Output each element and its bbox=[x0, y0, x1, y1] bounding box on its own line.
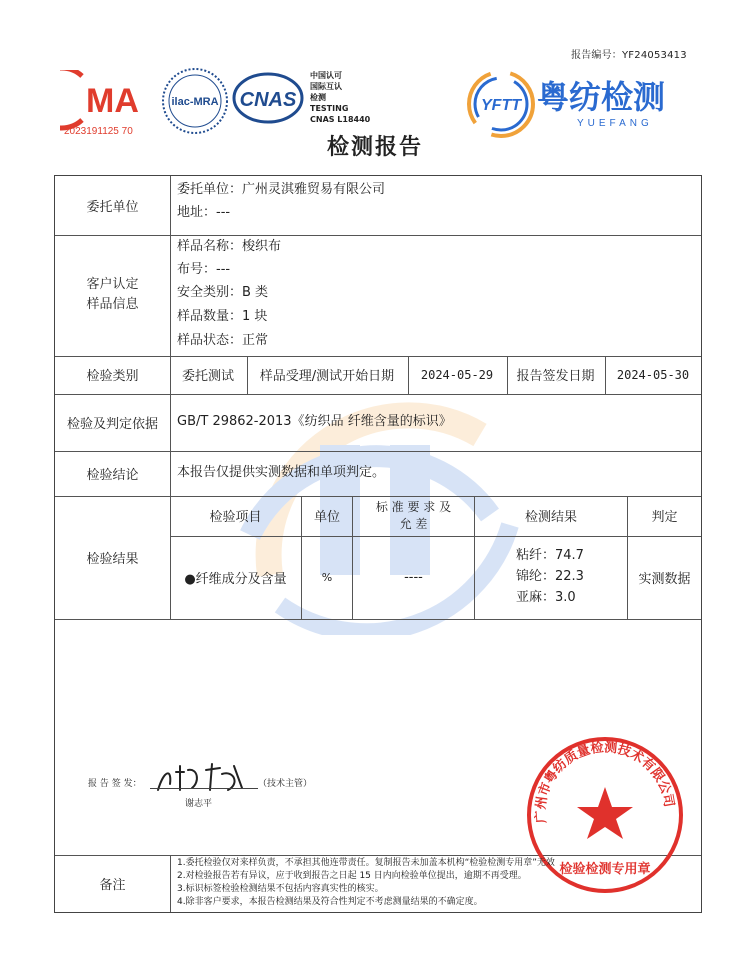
inspection-type-label: 检验类别 bbox=[86, 369, 139, 384]
header-standard-line: 允 差 bbox=[399, 516, 428, 531]
client-label: 委托单位 bbox=[86, 199, 139, 215]
note-line: 4.除非客户要求，本报告检测结果及符合性判定不考虑测量结果的不确定度。 bbox=[177, 897, 483, 907]
seal-arc-text: 广州市粤纺质量检测技术有限公司 bbox=[533, 740, 677, 824]
sample-label bbox=[56, 235, 169, 355]
issue-date-label: 报告签发日期 bbox=[516, 369, 595, 384]
result-judgement: 实测数据 bbox=[638, 571, 691, 587]
basis-value: GB/T 29862-2013《纺织品 纤维含量的标识》 bbox=[177, 414, 452, 429]
seal-bottom-text: 检验检测专用章 bbox=[559, 862, 651, 877]
document-title: 检测报告 bbox=[326, 135, 423, 160]
start-date-label: 样品受理/测试开始日期 bbox=[259, 369, 395, 384]
sample-line: 安全类别：B 类 bbox=[177, 285, 269, 300]
ilac-mra-logo bbox=[160, 66, 230, 136]
issue-date: 2024-05-30 bbox=[616, 367, 690, 382]
conclusion-label: 检验结论 bbox=[86, 467, 139, 483]
client-address: 地址：--- bbox=[177, 205, 231, 220]
notes-list bbox=[177, 857, 697, 909]
sample-line: 样品数量：1 块 bbox=[177, 309, 268, 324]
yftt-cn: 粤纺检测 bbox=[537, 78, 666, 116]
cnas-line: 国际互认 bbox=[310, 82, 342, 91]
notes-label: 备注 bbox=[99, 877, 126, 893]
result-values bbox=[516, 545, 584, 608]
ilac-text: ilac-MRA bbox=[171, 96, 219, 108]
sample-line: 样品名称：梭织布 bbox=[177, 239, 282, 254]
header-standard-line: 标 准 要 求 及 bbox=[375, 499, 452, 514]
header-result: 检测结果 bbox=[524, 510, 577, 525]
start-date: 2024-05-29 bbox=[420, 367, 494, 382]
header-unit: 单位 bbox=[313, 510, 340, 525]
yftt-en: YUEFANG bbox=[577, 118, 653, 129]
basis-label: 检验及判定依据 bbox=[66, 416, 158, 432]
sample-label-line: 客户认定 bbox=[86, 277, 139, 292]
result-value: 亚麻：3.0 bbox=[516, 590, 576, 605]
sample-line: 布号：--- bbox=[177, 262, 231, 277]
result-unit: % bbox=[321, 570, 333, 584]
note-line: 1.委托检验仅对来样负责，不承担其他连带责任。复制报告未加盖本机构“检验检测专用章”无效 bbox=[177, 858, 555, 868]
note-line: 2.对检验报告若有异议，应于收到报告之日起 15 日内向检验单位提出，逾期不再受理。 bbox=[177, 871, 527, 881]
header-standard bbox=[353, 496, 474, 535]
conclusion-value: 本报告仅提供实测数据和单项判定。 bbox=[177, 465, 386, 480]
result-value: 粘纤：74.7 bbox=[516, 548, 584, 563]
cma-number: 2023191125 70 bbox=[64, 126, 133, 137]
report-number: 报告编号：YF24053413 bbox=[571, 50, 687, 61]
header-judgement: 判定 bbox=[651, 510, 678, 525]
result-standard: ---- bbox=[404, 569, 423, 585]
cnas-line: 检测 bbox=[310, 93, 326, 102]
result-item: ●纤维成分及含量 bbox=[184, 571, 287, 587]
header-item: 检验项目 bbox=[209, 510, 262, 525]
results-label: 检验结果 bbox=[86, 551, 139, 567]
sample-line: 样品状态：正常 bbox=[177, 333, 269, 348]
cnas-line: TESTING bbox=[310, 104, 349, 113]
yftt-letters: YFTT bbox=[481, 97, 521, 114]
signature-name: 谢志平 bbox=[185, 799, 213, 809]
result-value: 锦纶：22.3 bbox=[516, 569, 584, 584]
signature-line bbox=[150, 788, 258, 789]
note-line: 3.标识标签检验检测结果不包括内容真实性的核实。 bbox=[177, 884, 384, 894]
cnas-logo bbox=[232, 72, 304, 124]
signature-role: （技术主管） bbox=[258, 779, 313, 789]
cnas-line: CNAS L18440 bbox=[310, 115, 371, 124]
signature-label: 报 告 签 发： bbox=[88, 779, 142, 789]
client-name: 委托单位：广州灵淇雅贸易有限公司 bbox=[177, 182, 386, 197]
sample-label-line: 样品信息 bbox=[86, 297, 139, 312]
cnas-line: 中国认可 bbox=[310, 71, 342, 80]
handwritten-signature bbox=[150, 760, 250, 798]
cnas-text: CNAS bbox=[239, 89, 297, 111]
inspection-type-value: 委托测试 bbox=[181, 369, 234, 384]
cnas-accreditation-text bbox=[310, 70, 370, 125]
cma-letters: MA bbox=[86, 82, 139, 120]
